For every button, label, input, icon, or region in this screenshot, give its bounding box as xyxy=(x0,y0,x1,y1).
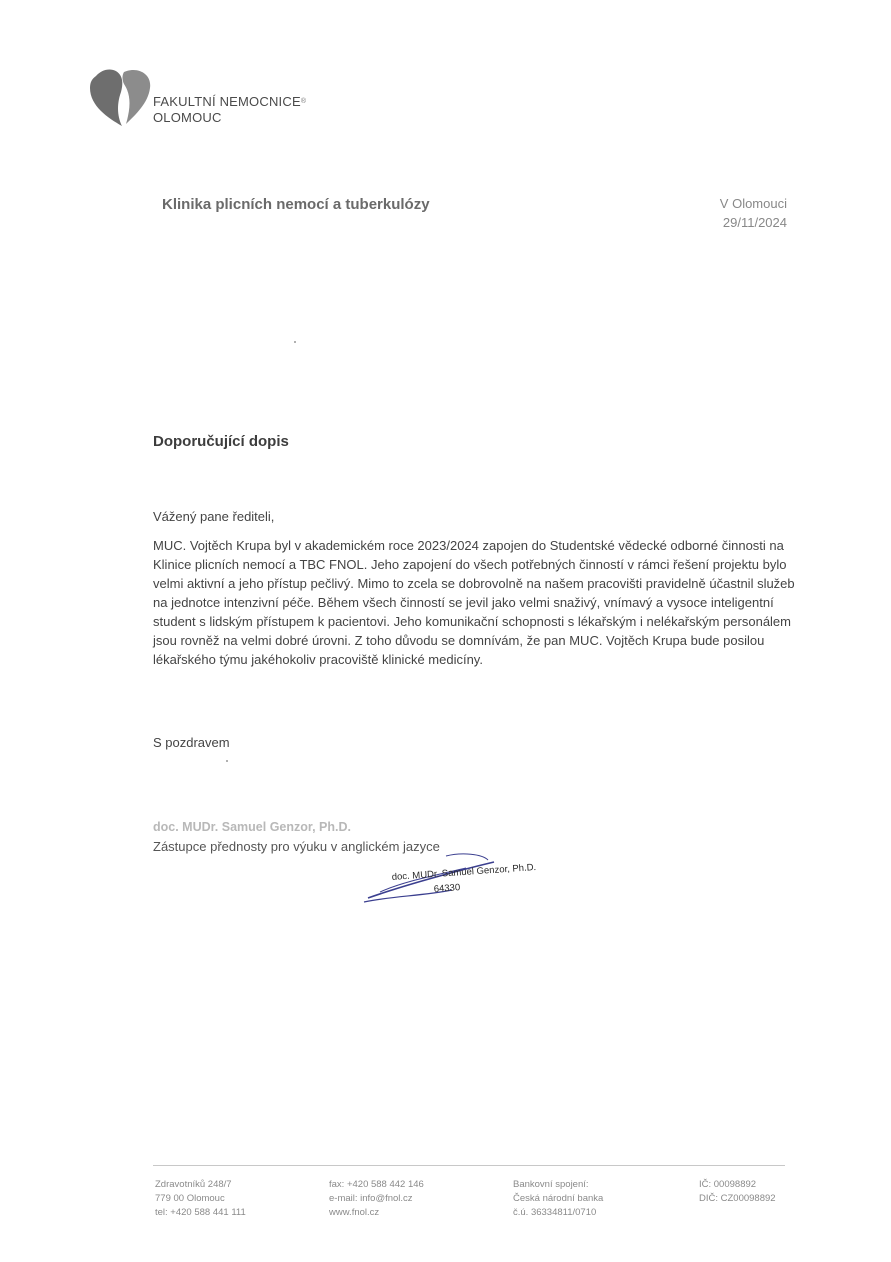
hospital-name-line1: FAKULTNÍ NEMOCNICE xyxy=(153,94,301,109)
footer-id-line: DIČ: CZ00098892 xyxy=(699,1193,776,1204)
place-date-block xyxy=(720,194,787,232)
hospital-name-line2: OLOMOUC xyxy=(153,110,222,125)
letter-closing: S pozdravem xyxy=(153,735,230,750)
stamp-number-text: 64330 xyxy=(433,882,461,895)
stamp-name-text: doc. MUDr. Samuel Genzor, Ph.D. xyxy=(391,861,537,883)
hospital-name xyxy=(153,94,306,126)
footer-address-line: 779 00 Olomouc xyxy=(155,1193,225,1204)
letter-subject: Doporučující dopis xyxy=(153,433,289,450)
footer-id-line: IČ: 00098892 xyxy=(699,1179,757,1190)
signer-role: Zástupce přednosty pro výuku v anglickém jazyce xyxy=(153,839,440,854)
department-title: Klinika plicních nemocí a tuberkulózy xyxy=(162,196,430,213)
date: 29/11/2024 xyxy=(722,215,787,230)
scan-speck xyxy=(294,341,296,343)
footer-contact-line: e-mail: info@fnol.cz xyxy=(329,1193,413,1204)
place: V Olomouci xyxy=(719,196,787,211)
footer-contact-line: fax: +420 588 442 146 xyxy=(329,1179,424,1190)
footer-divider xyxy=(153,1165,785,1166)
scan-speck xyxy=(226,760,228,762)
footer-bank-line: Bankovní spojení: xyxy=(513,1179,589,1190)
footer-bank-line: č.ú. 36334811/0710 xyxy=(513,1207,597,1218)
footer-address xyxy=(155,1178,246,1220)
footer-bank-line: Česká národní banka xyxy=(513,1193,604,1204)
footer-address-line: tel: +420 588 441 111 xyxy=(155,1207,246,1218)
signer-name: doc. MUDr. Samuel Genzor, Ph.D. xyxy=(153,820,351,834)
footer-address-line: Zdravotníků 248/7 xyxy=(155,1179,232,1190)
signature-stamp xyxy=(362,852,537,908)
footer-contact xyxy=(329,1178,424,1220)
footer-contact-line: www.fnol.cz xyxy=(329,1207,380,1218)
hospital-logo-heart-icon xyxy=(88,66,154,128)
registered-mark: ® xyxy=(300,98,307,105)
footer-bank xyxy=(513,1178,603,1220)
footer-ids xyxy=(699,1178,776,1206)
letter-body: MUC. Vojtěch Krupa byl v akademickém roce 2023/2024 zapojen do Studentské vědecké odborné činnosti na Klinice plicních nemocí a TBC FNOL. Jeho zapojení do všech potřebných činností v rámci řešení projektu bylo velmi aktivní a jeho přístup pečlivý. Mimo to zcela se dobrovolně na našem pracovišti pravidelně účastnil služeb na jednotce intenzivní péče. Během všech činností se jevil jako velmi snaživý, vnímavý a vysoce inteligentní student s lidským přístupem k pacientovi. Jeho komunikační schopnosti s lékařským i nelékařským personálem jsou rovněž na velmi dobré úrovni. Z toho důvodu se domnívám, že pan MUC. Vojtěch Krupa bude posilou lékařského týmu jakéhokoliv pracoviště klinické medicíny. xyxy=(153,538,795,667)
letter-greeting: Vážený pane řediteli, xyxy=(153,509,275,524)
